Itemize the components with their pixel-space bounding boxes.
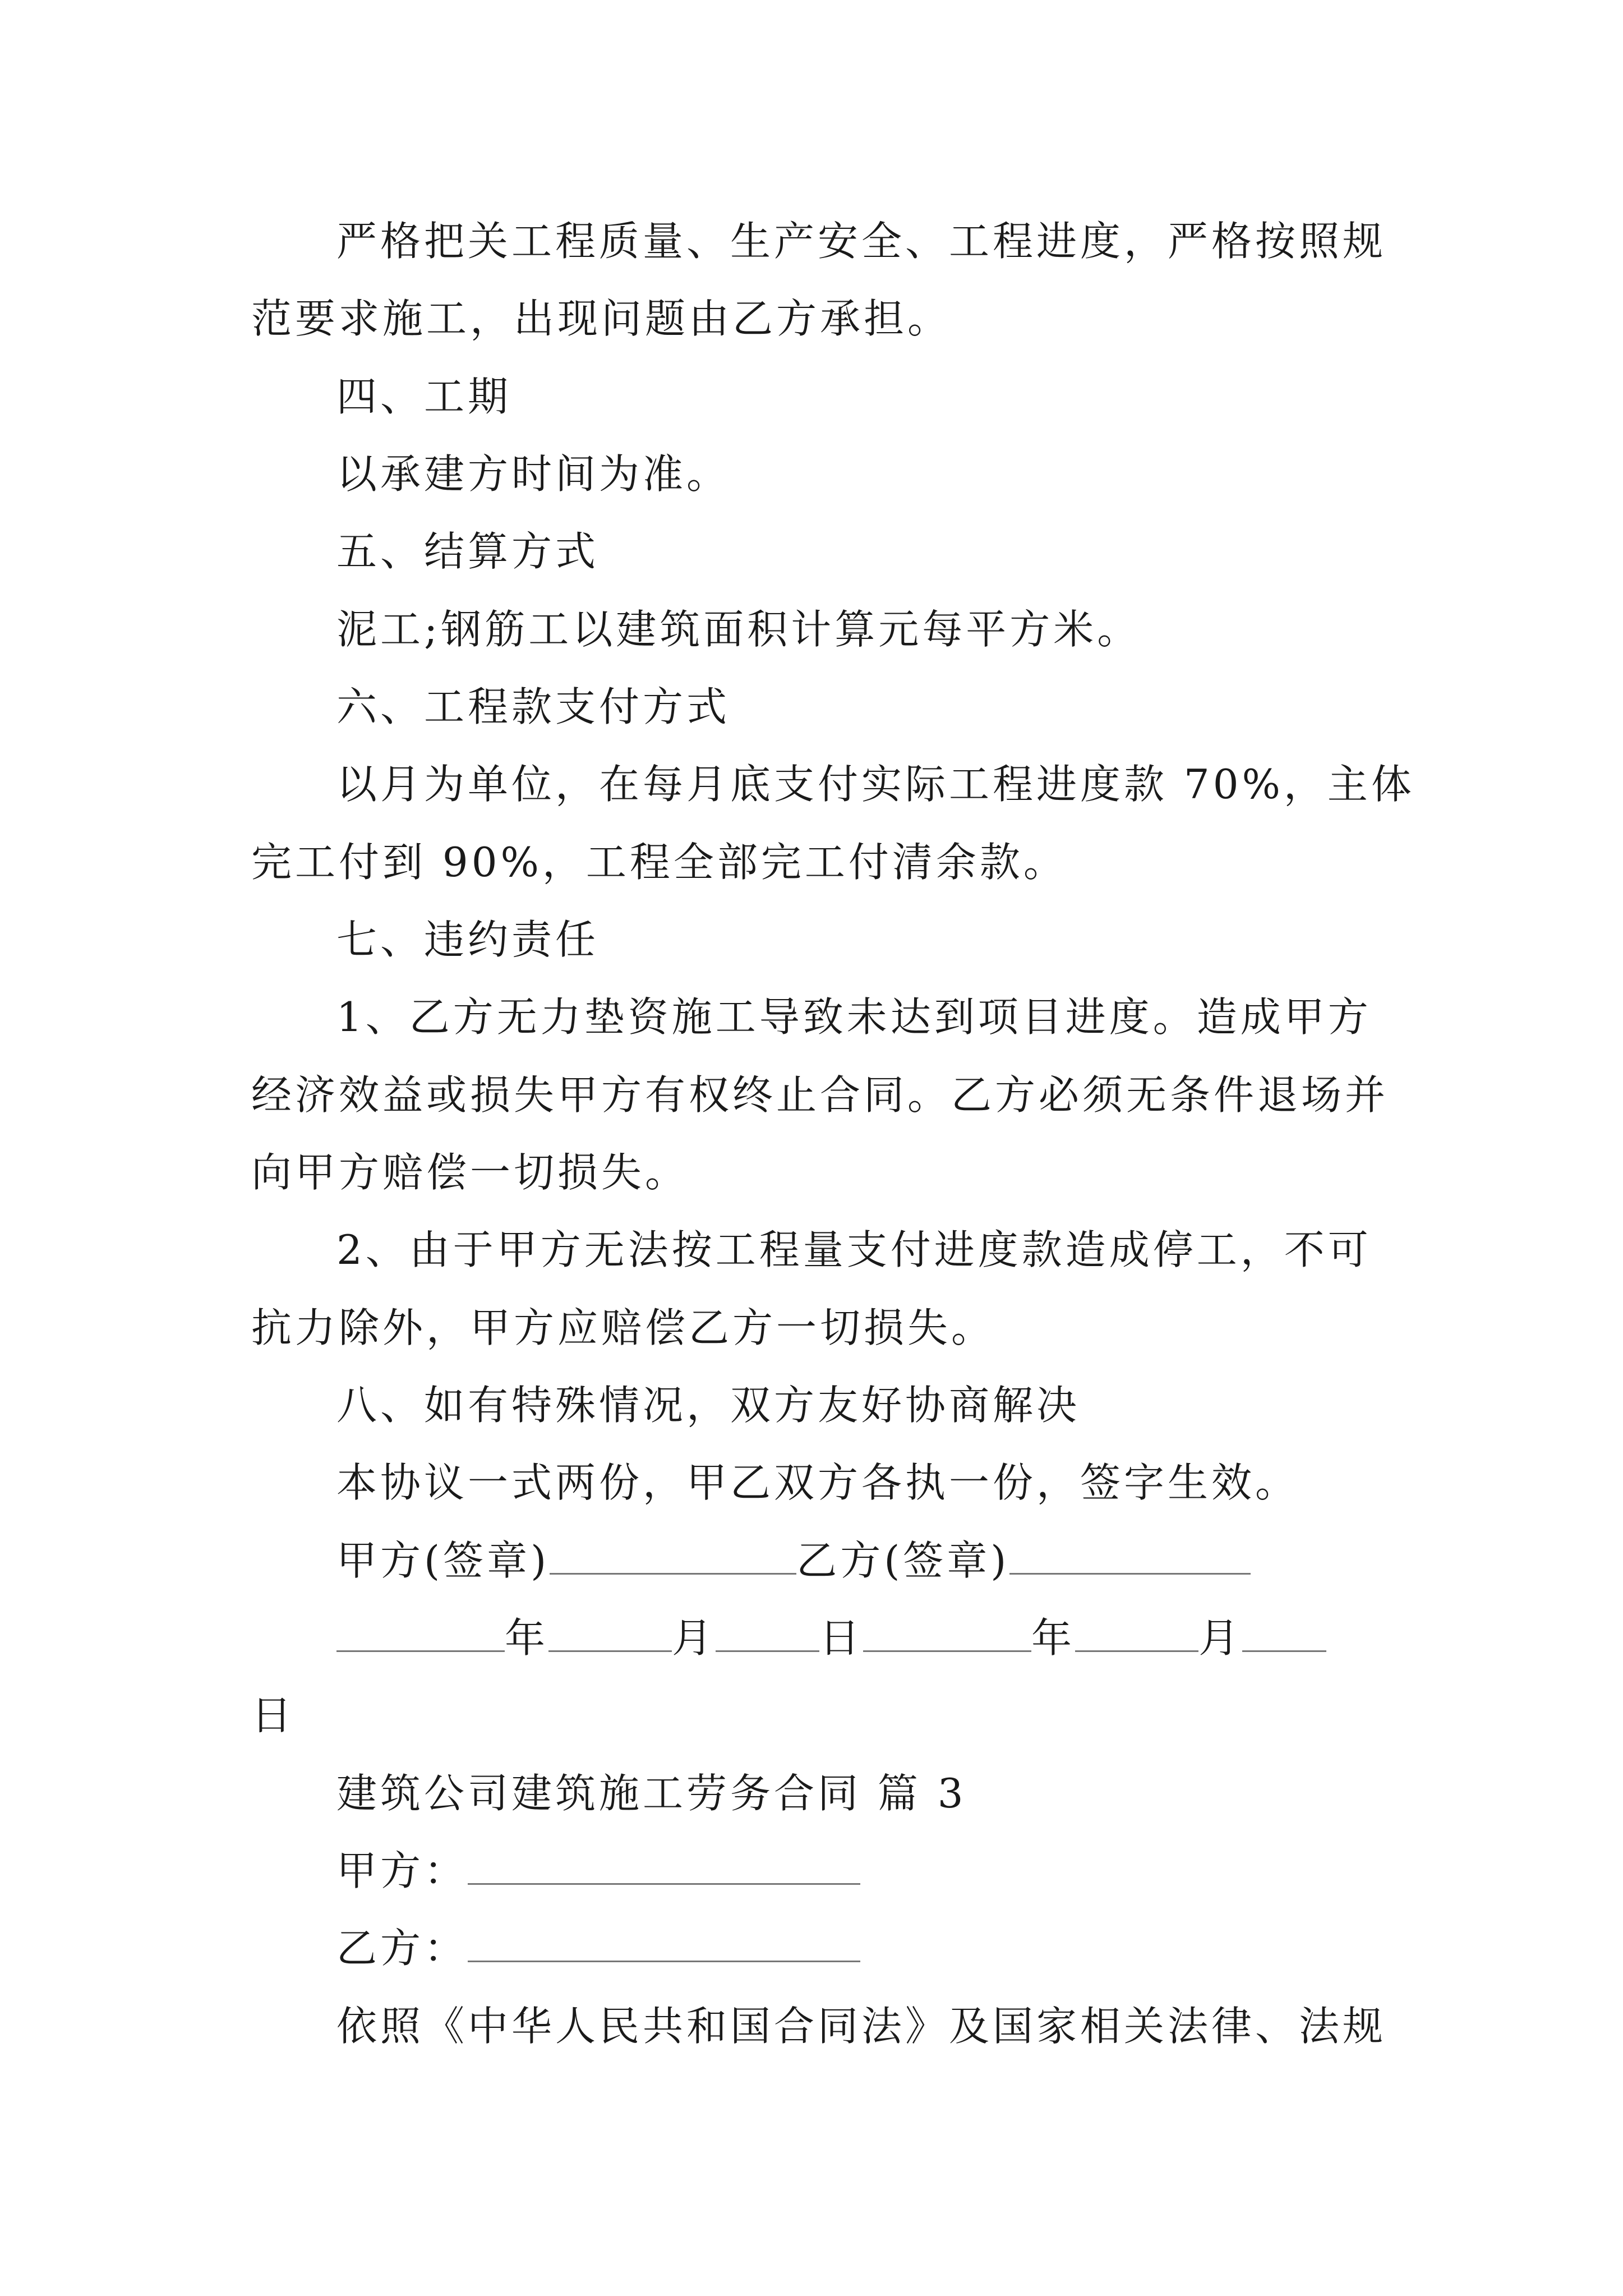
party-a-signature-blank — [550, 1538, 796, 1575]
section-7-item2-line1: 2、由于甲方无法按工程量支付进度款造成停工，不可 — [336, 1226, 1372, 1273]
section-7-item1-line1: 1、乙方无力垫资施工导致未达到项目进度。造成甲方 — [336, 993, 1372, 1041]
party-b-year-blank — [863, 1616, 1031, 1652]
party-a-month-blank — [548, 1616, 672, 1652]
next-contract-title: 建筑公司建筑施工劳务合同 篇 3 — [336, 1770, 967, 1817]
section-5-heading: 五、结算方式 — [336, 528, 600, 575]
paragraph-quality-line2: 范要求施工，出现问题由乙方承担。 — [251, 295, 952, 342]
party-a-signature-label: 甲方(签章) — [336, 1537, 550, 1584]
party-b-line — [336, 1923, 1385, 1973]
party-b-signature-blank — [1009, 1538, 1251, 1575]
party-a-day-label: 日 — [819, 1614, 864, 1662]
party-b-day-label: 日 — [251, 1692, 296, 1739]
section-7-heading: 七、违约责任 — [336, 916, 600, 963]
section-8-heading: 八、如有特殊情况，双方友好协商解决 — [336, 1382, 1081, 1429]
section-4-text: 以承建方时间为准。 — [336, 450, 731, 498]
party-a-blank — [468, 1848, 860, 1885]
party-a-day-blank — [716, 1616, 819, 1652]
party-a-year-label: 年 — [505, 1614, 549, 1662]
party-b-label: 乙方： — [336, 1925, 468, 1972]
closing-statement: 本协议一式两份，甲乙双方各执一份，签字生效。 — [336, 1459, 1299, 1506]
party-b-blank — [468, 1926, 860, 1962]
party-a-month-label: 月 — [672, 1614, 716, 1662]
section-7-item1-line2: 经济效益或损失甲方有权终止合同。乙方必须无条件退场并 — [251, 1071, 1389, 1119]
legal-basis-line: 依照《中华人民共和国合同法》及国家相关法律、法规 — [336, 2003, 1387, 2050]
section-7-item1-line3: 向甲方赔偿一切损失。 — [251, 1149, 689, 1196]
section-6-text-line2: 完工付到 90%，工程全部完工付清余款。 — [251, 839, 1067, 886]
section-6-heading: 六、工程款支付方式 — [336, 683, 731, 730]
signature-row — [336, 1535, 1385, 1586]
paragraph-quality-line1: 严格把关工程质量、生产安全、工程进度，严格按照规 — [336, 218, 1387, 265]
party-a-label: 甲方： — [336, 1847, 468, 1894]
party-b-day-blank — [1242, 1616, 1326, 1652]
party-b-signature-label: 乙方(签章) — [796, 1537, 1010, 1584]
party-b-month-label: 月 — [1198, 1614, 1243, 1662]
section-4-heading: 四、工期 — [336, 373, 512, 420]
section-7-item2-line2: 抗力除外，甲方应赔偿乙方一切损失。 — [251, 1304, 995, 1351]
party-b-month-blank — [1075, 1616, 1198, 1652]
date-row — [336, 1613, 1385, 1663]
party-a-year-blank — [336, 1616, 505, 1652]
section-6-text-line1: 以月为单位，在每月底支付实际工程进度款 70%，主体 — [336, 761, 1415, 808]
party-b-year-label: 年 — [1031, 1614, 1076, 1662]
section-5-text: 泥工;钢筋工以建筑面积计算元每平方米。 — [336, 606, 1141, 653]
party-a-line — [336, 1846, 1385, 1896]
